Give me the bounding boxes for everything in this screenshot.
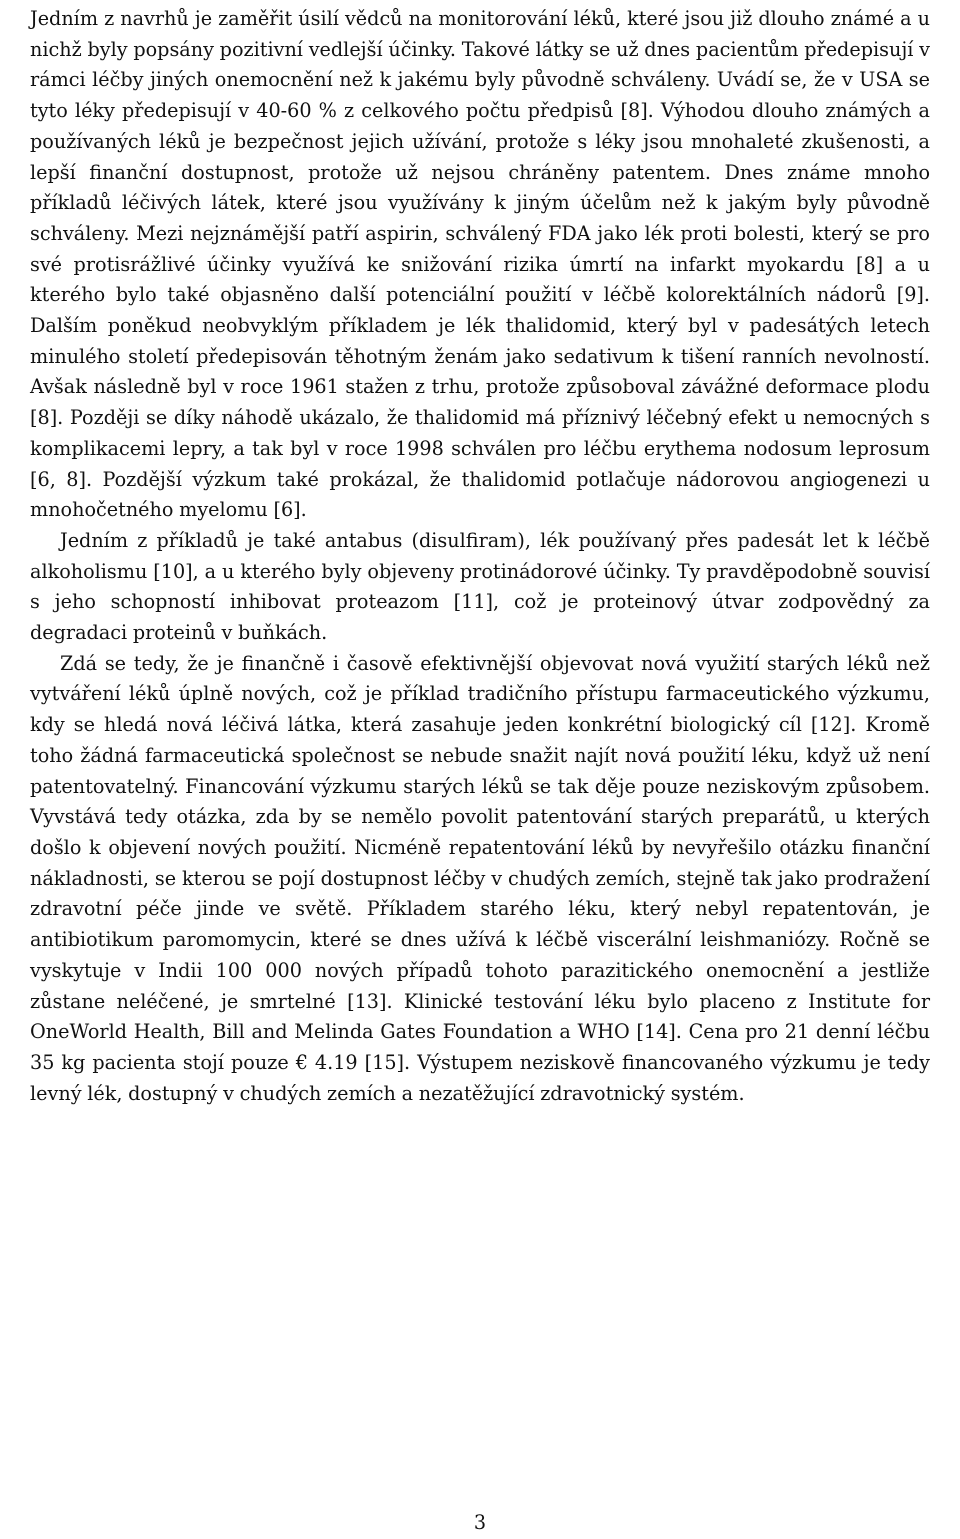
paragraph-drug-repurposing: Jedním z navrhů je zaměřit úsilí vědců na monitorování léků, které jsou již dlouho známé a u nichž byly popsány pozitivní vedlejší účinky. Takové látky se už dnes pacientům předepisují v rámci léčby jiných onemocnění než k jakému byly původně schváleny. Uvádí se, že v USA se tyto léky předepisují v 40-60 % z celkového počtu předpisů [8]. Výhodou dlouho známých a používaných léků je bezpečnost jejich užívání, protože s léky jsou mnohaleté zkušenosti, a lepší finanční dostupnost, protože už nejsou chráněny patentem. Dnes známe mnoho příkladů léčivých látek, které jsou využívány k jiným účelům než k jakým byly původně schváleny. Mezi nejznámější patří aspirin, schválený FDA jako lék proti bolesti, který se pro své protisrážlivé účinky využívá ke snižování rizika úmrtí na infarkt myokardu [8] a u kterého bylo také objasněno další potenciální použití v léčbě kolorektálních nádorů [9]. Dalším poněkud neobvyklým příkladem je lék thalidomid, který byl v padesátých letech minulého století předepisován těhotným ženám jako sedativum k tišení ranních nevolností. Avšak následně byl v roce 1961 stažen z trhu, protože způsoboval závážné deformace plodu [8]. Později se díky náhodě ukázalo, že thalidomid má příznivý léčebný efekt u nemocných s komplikacemi lepry, a tak byl v roce 1998 schválen pro léčbu erythema nodosum leprosum [6, 8]. Pozdější výzkum také prokázal, že thalidomid potlačuje nádorovou angiogenezi u mnohočetného myelomu [6]. bbox=[30, 7, 930, 522]
page-number: 3 bbox=[473, 1511, 487, 1534]
body-text bbox=[30, 4, 930, 1109]
paragraph-economics: Zdá se tedy, že je finančně i časově efektivnější objevovat nová využití starých léků než vytváření léků úplně nových, což je příklad tradičního přístupu farmaceutického výzkumu, kdy se hledá nová léčivá látka, která zasahuje jeden konkrétní biologický cíl [12]. Kromě toho žádná farmaceutická společnost se nebude snažit najít nová použití léku, když už není patentovatelný. Financování výzkumu starých léků se tak děje pouze neziskovým způsobem. Vyvstává tedy otázka, zda by se nemělo povolit patentování starých preparátů, u kterých došlo k objevení nových použití. Nicméně repatentování léků by nevyřešilo otázku finanční nákladnosti, se kterou se pojí dostupnost léčby v chudých zemích, stejně tak jako prodražení zdravotní péče jinde ve světě. Příkladem starého léku, který nebyl repatentován, je antibiotikum paromomycin, které se dnes užívá k léčbě viscerální leishmaniózy. Ročně se vyskytuje v Indii 100 000 nových případů tohoto parazitického onemocnění a jestliže zůstane neléčené, je smrtelné [13]. Klinické testování léku bylo placeno z Institute for OneWorld Health, Bill and Melinda Gates Foundation a WHO [14]. Cena pro 21 denní léčbu 35 kg pacienta stojí pouze € 4.19 [15]. Výstupem neziskově financovaného výzkumu je tedy levný lék, dostupný v chudých zemích a nezatěžující zdravotnický systém. bbox=[30, 651, 930, 1105]
paragraph-antabus: Jedním z příkladů je také antabus (disulfiram), lék používaný přes padesát let k léčbě alkoholismu [10], a u kterého byly objeveny protinádorové účinky. Ty pravděpodobně souvisí s jeho schopností inhibovat proteazom [11], což je proteinový útvar zodpovědný za degradaci proteinů v buňkách. bbox=[30, 528, 930, 645]
